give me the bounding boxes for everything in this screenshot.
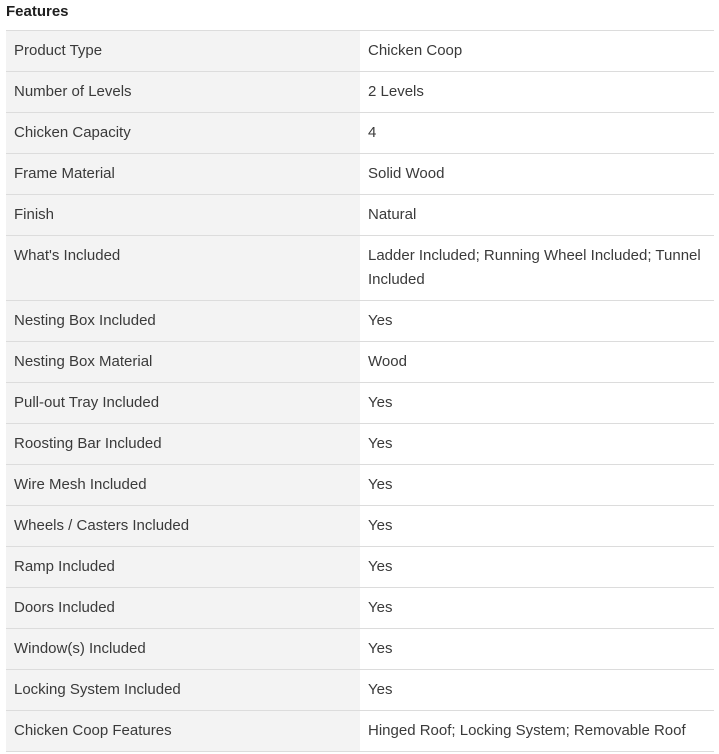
table-row: [6, 506, 714, 547]
table-row: [6, 342, 714, 383]
row-label: Doors Included: [6, 588, 360, 629]
row-label: Number of Levels: [6, 72, 360, 113]
row-value: Yes: [360, 629, 714, 670]
row-value: Yes: [360, 383, 714, 424]
features-title: Features: [6, 3, 69, 20]
row-label: Chicken Coop Features: [6, 711, 360, 752]
table-row: [6, 383, 714, 424]
row-value: Yes: [360, 424, 714, 465]
table-row: [6, 670, 714, 711]
row-label: Nesting Box Material: [6, 342, 360, 383]
row-label: Locking System Included: [6, 670, 360, 711]
row-label: Frame Material: [6, 154, 360, 195]
table-row: [6, 31, 714, 72]
row-label: Roosting Bar Included: [6, 424, 360, 465]
table-row: [6, 72, 714, 113]
row-value: Chicken Coop: [360, 31, 714, 72]
features-table: [6, 30, 714, 752]
row-label: What's Included: [6, 236, 360, 301]
row-value: Yes: [360, 465, 714, 506]
row-value: Yes: [360, 588, 714, 629]
row-label: Wire Mesh Included: [6, 465, 360, 506]
table-row: [6, 629, 714, 670]
row-value: Yes: [360, 506, 714, 547]
row-value: 2 Levels: [360, 72, 714, 113]
row-value: Yes: [360, 670, 714, 711]
table-row: [6, 195, 714, 236]
table-row: [6, 236, 714, 301]
row-label: Wheels / Casters Included: [6, 506, 360, 547]
table-row: [6, 154, 714, 195]
row-value: Yes: [360, 301, 714, 342]
row-value: Solid Wood: [360, 154, 714, 195]
row-value: Yes: [360, 547, 714, 588]
row-label: Chicken Capacity: [6, 113, 360, 154]
row-label: Ramp Included: [6, 547, 360, 588]
row-label: Pull-out Tray Included: [6, 383, 360, 424]
row-value: Natural: [360, 195, 714, 236]
table-row: [6, 113, 714, 154]
row-value: Hinged Roof; Locking System; Removable Roof: [360, 711, 714, 752]
table-row: [6, 547, 714, 588]
table-row: [6, 301, 714, 342]
row-label: Window(s) Included: [6, 629, 360, 670]
row-label: Product Type: [6, 31, 360, 72]
row-value: 4: [360, 113, 714, 154]
row-label: Nesting Box Included: [6, 301, 360, 342]
row-value: Wood: [360, 342, 714, 383]
table-row: [6, 424, 714, 465]
table-row: [6, 588, 714, 629]
row-label: Finish: [6, 195, 360, 236]
row-value: Ladder Included; Running Wheel Included; Tunnel Included: [360, 236, 714, 301]
table-row: [6, 711, 714, 752]
table-row: [6, 465, 714, 506]
